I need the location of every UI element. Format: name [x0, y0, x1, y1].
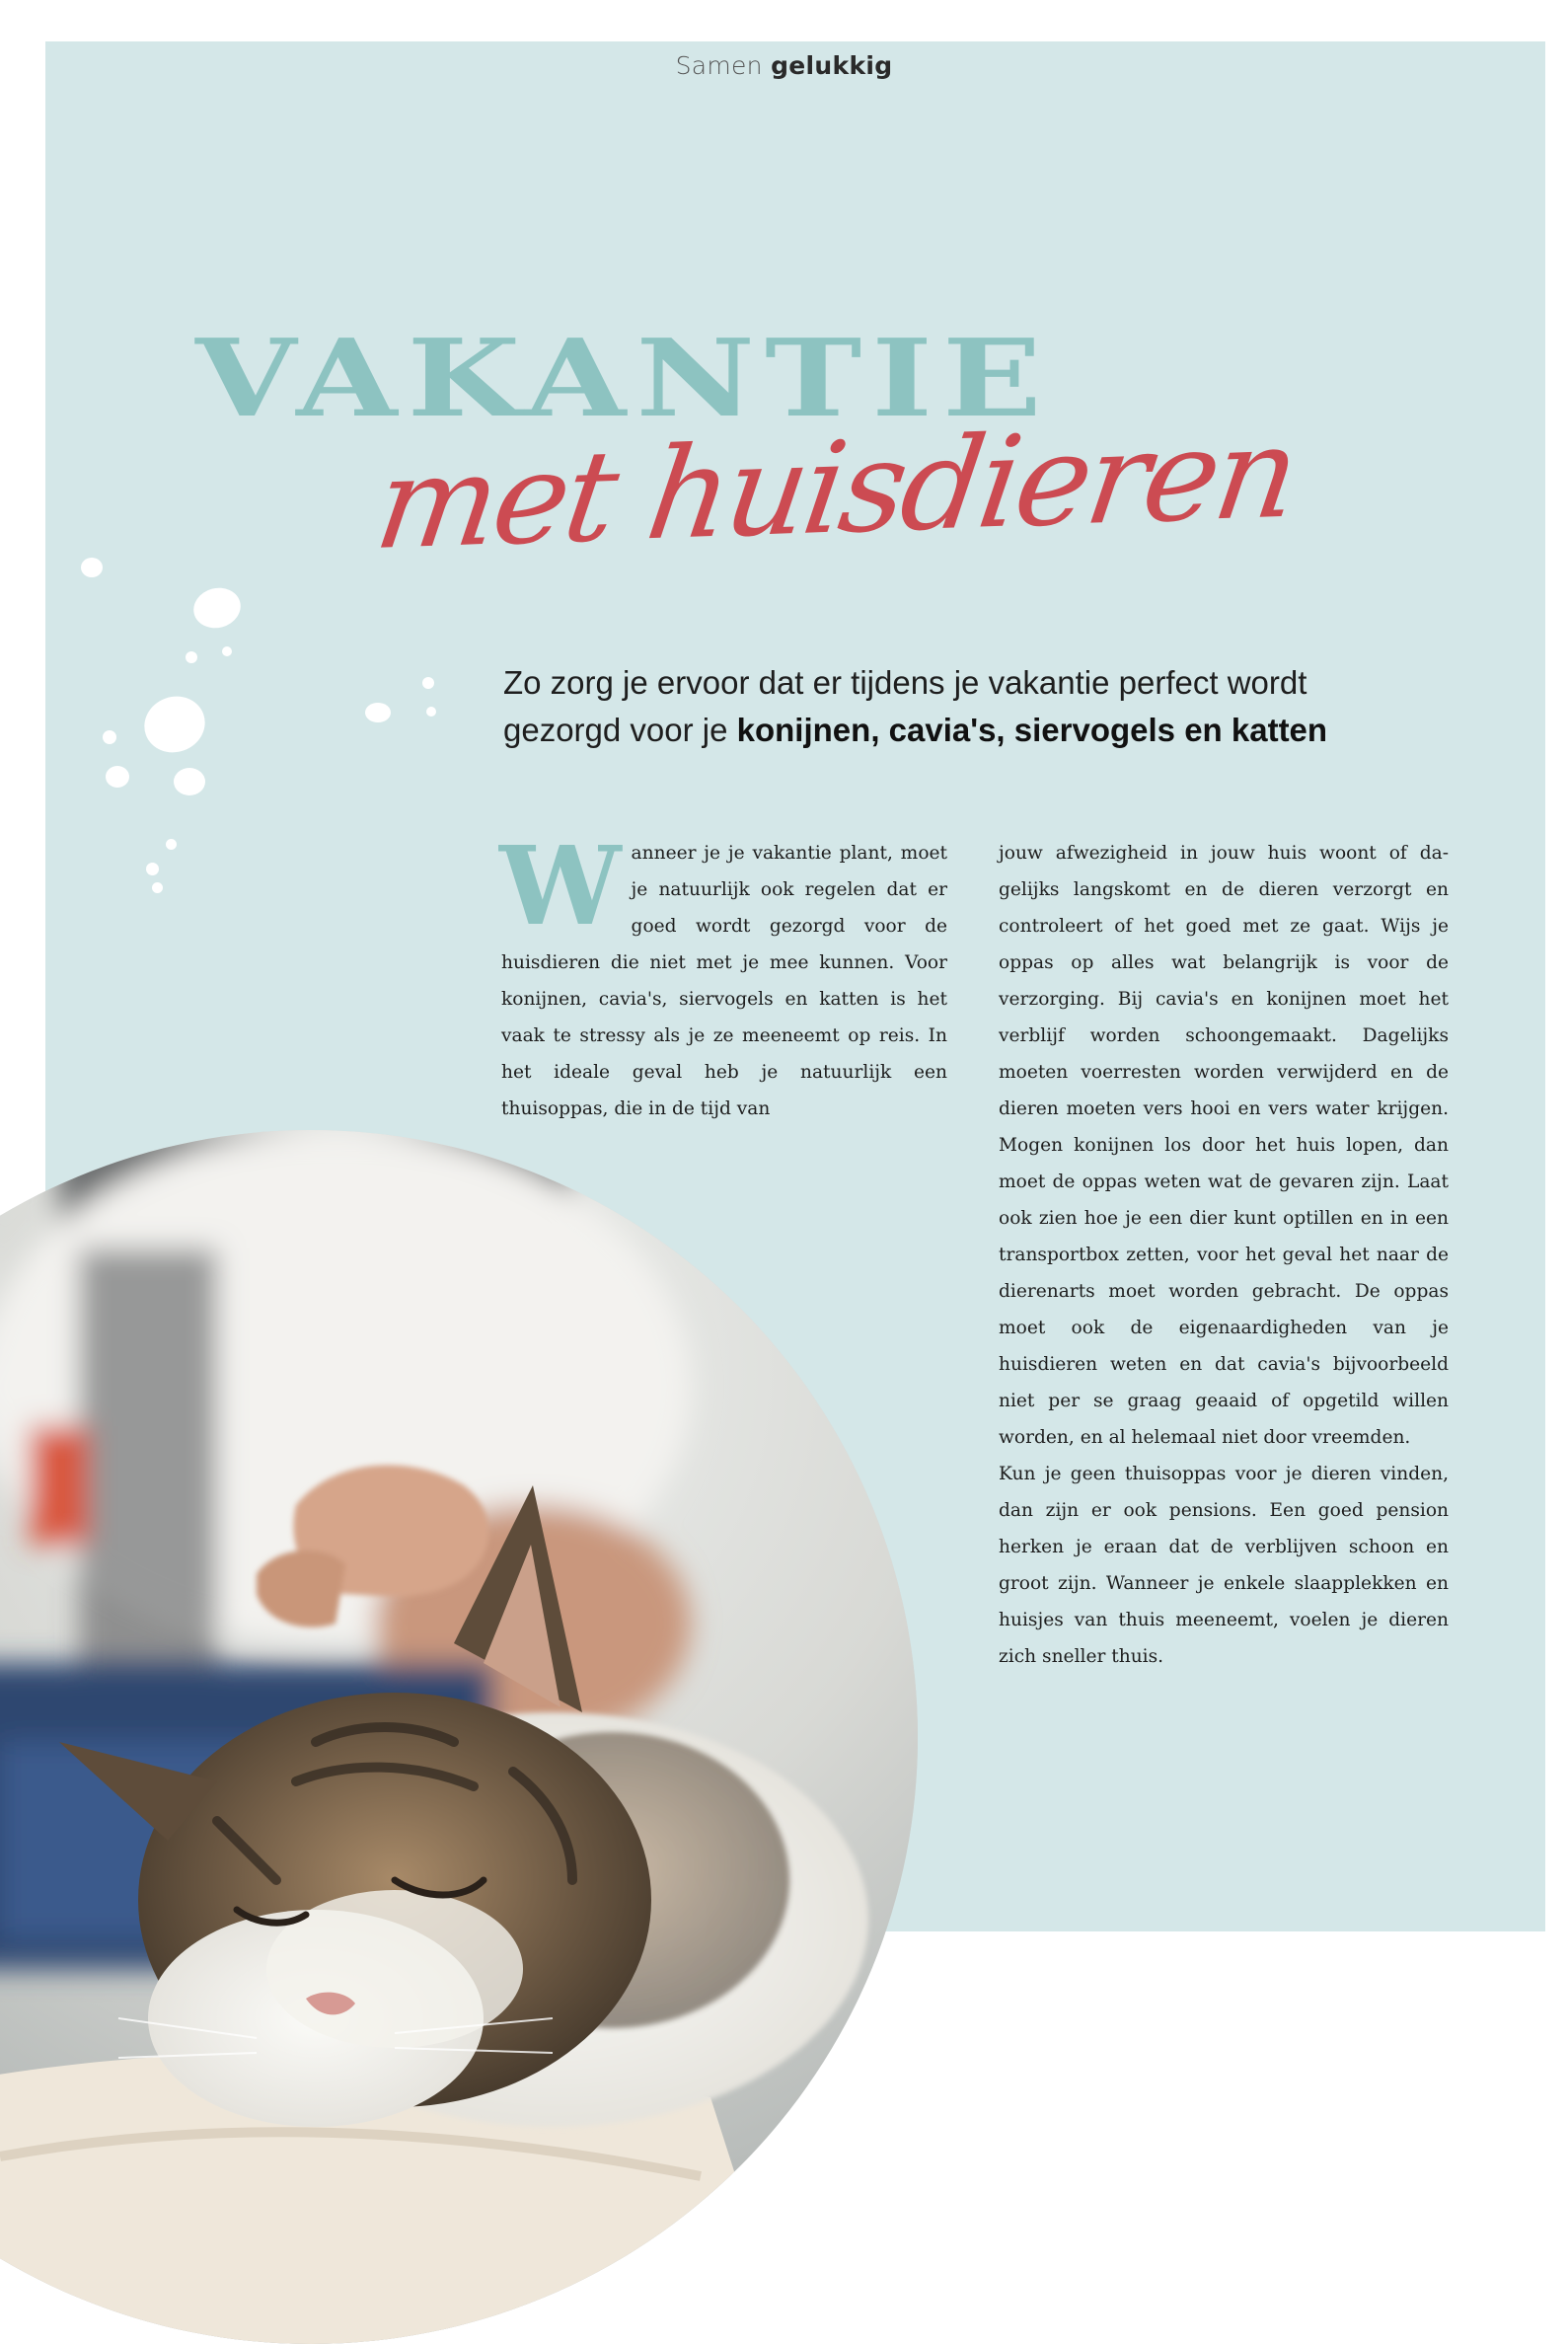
title-main: VAKANTIE — [195, 316, 1052, 442]
article-column-right — [999, 835, 1449, 1675]
title-script: met huisdieren — [367, 399, 1305, 578]
left-column-text: anneer je je vakantie plant, moet je natuurlijk ook regelen dat er goed wordt gezorgd voor de huisdieren die niet met je mee kunnen. Voor konijnen, cavia's, siervogels en katten is het vaak te stressy als je ze meeneemt op reis. In het ideale geval heb je natuurlijk een thuisoppas, die in de tijd van — [501, 843, 947, 1119]
intro-text — [503, 659, 1431, 754]
intro-bold: konijnen, cavia's, siervogels en katten — [736, 712, 1328, 748]
intro-regular: Zo zorg je ervoor dat er tijdens je vakantie perfect wordt gezorgd voor je — [503, 664, 1307, 748]
article-column-left — [499, 822, 947, 1127]
running-head-bold: gelukkig — [771, 51, 893, 80]
right-column-paragraph-1: jouw afwezigheid in jouw huis woont of dagelijks langskomt en de dieren verzorgt en controleert of het goed met ze gaat. Wijs je oppas op alles wat belangrijk is voor de verzorging. Bij cavia's en konijnen moet het verblijf worden schoongemaakt. Dagelijks moeten voerresten worden verwijderd en de dieren moeten vers hooi en vers water krijgen. Mogen konijnen los door het huis lopen, dan moet de oppas weten wat de gevaren zijn. Laat ook zien hoe je een dier kunt optillen en in een transportbox zetten, voor het geval het naar de dierenarts moet worden gebracht. De oppas moet ook de eigenaardigheden van je huisdieren weten en dat cavia's bijvoorbeeld niet per se graag geaaid of opgetild willen worden, en al helemaal niet door vreemden. — [999, 843, 1449, 1448]
right-column-paragraph-2: Kun je geen thuisoppas voor je dieren vinden, dan zijn er ook pensions. Een goed pension herken je eraan dat de verblijven schoon en groot zijn. Wanneer je enkele slaapplekken en huisjes van thuis meeneemt, voelen je dieren zich sneller thuis. — [999, 1464, 1449, 1667]
running-head — [0, 51, 1568, 80]
running-head-light: Samen — [675, 51, 763, 80]
dropcap: W — [499, 822, 622, 949]
